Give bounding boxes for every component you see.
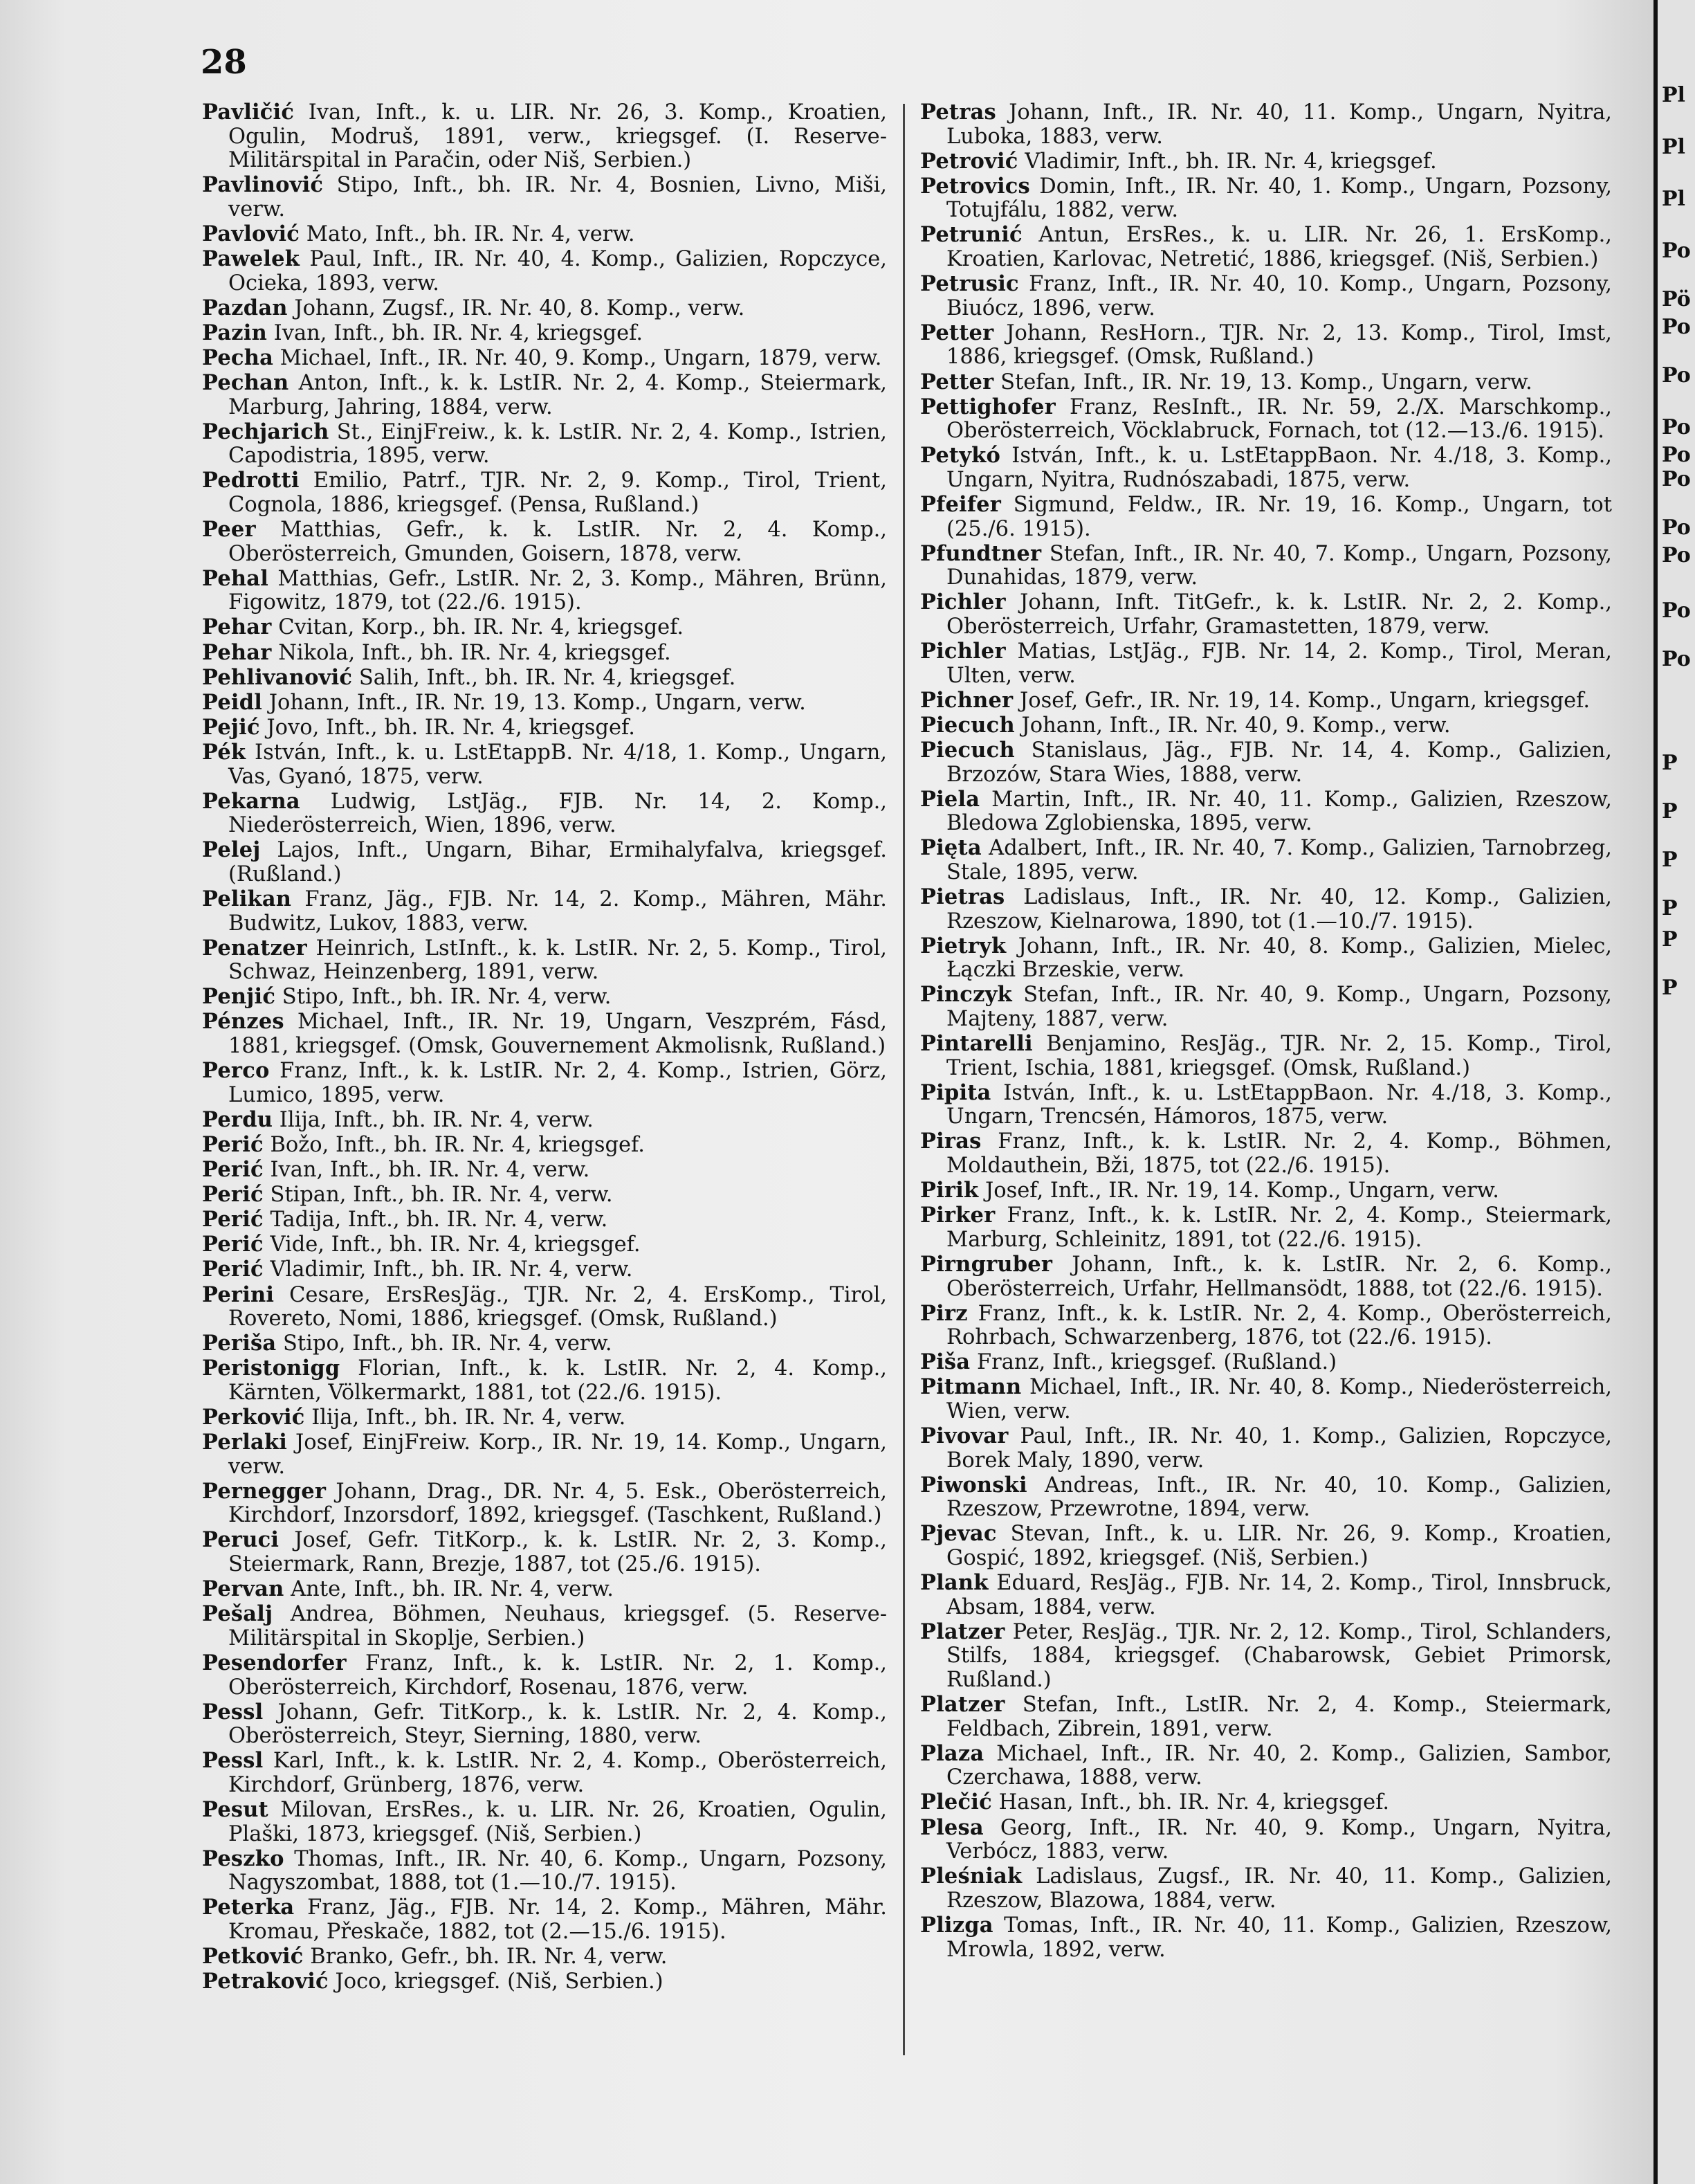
entry-details: Ante, Inft., bh. IR. Nr. 4, verw. xyxy=(291,1577,614,1602)
entry-surname: Pjevac xyxy=(920,1521,997,1547)
entry-details: Lajos, Inft., Ungarn, Bihar, Ermihalyfalva, kriegsgef. (Rußland.) xyxy=(228,838,887,886)
entry-surname: Peristonigg xyxy=(202,1356,340,1381)
entry-details: Josef, EinjFreiw. Korp., IR. Nr. 19, 14. Komp., Ungarn, verw. xyxy=(228,1430,888,1479)
register-entry xyxy=(202,100,887,173)
register-entry xyxy=(202,296,887,321)
next-page-fragment: Pl xyxy=(1662,83,1685,107)
register-entry xyxy=(202,666,887,691)
entry-surname: Piecuch xyxy=(920,737,1015,763)
register-entry xyxy=(202,1577,887,1602)
entry-details: Josef, Gefr. TitKorp., k. k. LstIR. Nr. 2, 3. Komp., Steiermark, Rann, Brezje, 1887, tot (25./6. 1915). xyxy=(228,1528,887,1577)
entry-surname: Pirngruber xyxy=(920,1251,1053,1277)
next-page-fragment: Pl xyxy=(1662,135,1685,159)
entry-surname: Pavlinović xyxy=(202,172,324,198)
next-page-fragment: P xyxy=(1662,799,1678,823)
entry-surname: Piras xyxy=(920,1129,982,1154)
next-page-fragment: P xyxy=(1662,896,1678,920)
entry-details: Johann, Inft., k. k. LstIR. Nr. 2, 6. Komp., Oberösterreich, Urfahr, Hellmansödt, 1888, tot (22./6. 1915). xyxy=(946,1252,1612,1301)
entry-details: Georg, Inft., IR. Nr. 40, 9. Komp., Ungarn, Nyitra, Verbócz, 1883, verw. xyxy=(946,1815,1613,1864)
next-page-fragment: Po xyxy=(1662,239,1691,263)
register-entry xyxy=(920,493,1612,541)
register-entry xyxy=(202,1651,887,1700)
entry-details: Stipo, Inft., bh. IR. Nr. 4, verw. xyxy=(283,1331,612,1356)
entry-details: Sigmund, Feldw., IR. Nr. 19, 16. Komp., Ungarn, tot (25./6. 1915). xyxy=(946,493,1612,541)
register-entry xyxy=(202,1430,887,1479)
entry-surname: Perdu xyxy=(202,1107,273,1132)
entry-surname: Pessl xyxy=(202,1699,264,1725)
next-page-fragment: P xyxy=(1662,848,1678,872)
entry-surname: Piwonski xyxy=(920,1472,1027,1498)
entry-details: Stipan, Inft., bh. IR. Nr. 4, verw. xyxy=(270,1183,613,1208)
register-entry xyxy=(920,590,1612,639)
register-entry xyxy=(202,1257,887,1282)
entry-details: Michael, Inft., IR. Nr. 19, Ungarn, Veszprém, Fásd, 1881, kriegsgef. (Omsk, Gouvernement Akmolisnk, Rußland.) xyxy=(228,1010,887,1059)
entry-surname: Pék xyxy=(202,739,246,765)
register-entry xyxy=(202,936,887,985)
entry-surname: Pfundtner xyxy=(920,540,1042,566)
register-entry xyxy=(920,836,1612,884)
entry-details: Branko, Gefr., bh. IR. Nr. 4, verw. xyxy=(310,1945,668,1969)
entry-details: Ilija, Inft., bh. IR. Nr. 4, verw. xyxy=(311,1405,626,1430)
register-entry xyxy=(920,689,1612,713)
entry-surname: Pénzes xyxy=(202,1009,284,1035)
entry-details: Milovan, ErsRes., k. u. LIR. Nr. 26, Kroatien, Ogulin, Plaški, 1873, kriegsgef. (Niš, Serbien.) xyxy=(228,1797,887,1846)
register-entry xyxy=(202,346,887,371)
entry-details: Josef, Inft., IR. Nr. 19, 14. Komp., Ungarn, verw. xyxy=(985,1179,1499,1203)
entry-surname: Peer xyxy=(202,517,256,543)
entry-surname: Pintarelli xyxy=(920,1031,1033,1057)
entry-surname: Petykó xyxy=(920,443,1001,468)
next-page-fragment: Pö xyxy=(1662,287,1691,311)
register-entry xyxy=(920,542,1612,590)
entry-details: Stanislaus, Jäg., FJB. Nr. 14, 4. Komp., Galizien, Brzozów, Stara Wies, 1888, verw. xyxy=(946,738,1612,787)
register-entry xyxy=(202,1356,887,1405)
entry-surname: Plank xyxy=(920,1570,989,1596)
next-page-fragment: Pl xyxy=(1662,187,1685,211)
entry-surname: Periša xyxy=(202,1331,277,1356)
entry-details: Ladislaus, Zugsf., IR. Nr. 40, 11. Komp., Galizien, Rzeszow, Blazowa, 1884, verw. xyxy=(946,1864,1612,1913)
register-entry xyxy=(920,1742,1612,1790)
entry-details: Karl, Inft., k. k. LstIR. Nr. 2, 4. Komp., Oberösterreich, Kirchdorf, Grünberg, 1876, verw. xyxy=(228,1749,887,1797)
page-number: 28 xyxy=(201,43,247,82)
entry-surname: Pinczyk xyxy=(920,982,1012,1008)
adjacent-page-edge xyxy=(1653,0,1695,2184)
entry-details: Matias, LstJäg., FJB. Nr. 14, 2. Komp., Tirol, Meran, Ulten, verw. xyxy=(946,639,1612,688)
register-entry xyxy=(920,1693,1612,1741)
next-page-fragment: P xyxy=(1662,751,1678,775)
register-entry xyxy=(920,1913,1612,1962)
entry-surname: Perco xyxy=(202,1058,270,1084)
entry-details: Thomas, Inft., IR. Nr. 40, 6. Komp., Ungarn, Pozsony, Nagyszombat, 1888, tot (1.—10./7. 1915). xyxy=(228,1846,887,1895)
entry-surname: Perić xyxy=(202,1232,264,1257)
entry-surname: Pfeifer xyxy=(920,492,1002,517)
entry-surname: Platzer xyxy=(920,1692,1005,1718)
entry-details: István, Inft., k. u. LstEtappBaon. Nr. 4./18, 3. Komp., Ungarn, Trencsén, Hámoros, 1875, verw. xyxy=(946,1080,1612,1129)
entry-surname: Pleśniak xyxy=(920,1864,1023,1889)
entry-surname: Piša xyxy=(920,1349,971,1375)
register-entry xyxy=(202,838,887,886)
entry-surname: Pekarna xyxy=(202,788,300,814)
next-page-fragment: Po xyxy=(1662,599,1691,623)
entry-details: Božo, Inft., bh. IR. Nr. 4, kriegsgef. xyxy=(270,1132,645,1157)
entry-details: Eduard, ResJäg., FJB. Nr. 14, 2. Komp., Tirol, Innsbruck, Absam, 1884, verw. xyxy=(946,1571,1612,1619)
register-entry xyxy=(920,223,1612,271)
register-entry xyxy=(202,1798,887,1846)
entry-details: Nikola, Inft., bh. IR. Nr. 4, kriegsgef. xyxy=(278,640,671,665)
register-entry xyxy=(920,1790,1612,1815)
entry-surname: Pietras xyxy=(920,884,1005,909)
entry-surname: Pichler xyxy=(920,639,1006,664)
register-entry xyxy=(920,1375,1612,1423)
entry-details: Franz, Inft., kriegsgef. (Rußland.) xyxy=(976,1350,1337,1375)
entry-details: Andrea, Böhmen, Neuhaus, kriegsgef. (5. Reserve-Militärspital in Skoplje, Serbien.) xyxy=(228,1602,887,1650)
register-entry xyxy=(920,1571,1612,1619)
next-page-fragment: Po xyxy=(1662,415,1691,439)
entry-surname: Pervan xyxy=(202,1576,284,1602)
next-page-fragment: Po xyxy=(1662,363,1691,388)
register-entry xyxy=(202,173,887,221)
entry-details: Stefan, Inft., IR. Nr. 40, 7. Komp., Ungarn, Pozsony, Dunahidas, 1879, verw. xyxy=(946,541,1612,590)
entry-surname: Plizga xyxy=(920,1912,993,1938)
register-entry xyxy=(920,788,1612,836)
entry-details: Ivan, Inft., bh. IR. Nr. 4, verw. xyxy=(270,1158,590,1183)
entry-details: Franz, Inft., k. k. LstIR. Nr. 2, 4. Komp., Oberösterreich, Rohrbach, Schwarzenberg, 1876, tot (22./6. 1915). xyxy=(946,1301,1613,1350)
entry-details: Johann, Inft. TitGefr., k. k. LstIR. Nr. 2, 2. Komp., Oberösterreich, Urfahr, Gramastetten, 1879, verw. xyxy=(946,590,1612,639)
entry-surname: Pechjarich xyxy=(202,419,329,444)
register-entry xyxy=(920,1473,1612,1522)
next-page-fragment: Po xyxy=(1662,443,1691,467)
entry-details: Cesare, ErsResJäg., TJR. Nr. 2, 4. ErsKomp., Tirol, Rovereto, Nomi, 1886, kriegsgef. (Omsk, Rußland.) xyxy=(228,1282,887,1331)
entry-surname: Plaza xyxy=(920,1740,984,1766)
entry-surname: Perić xyxy=(202,1257,264,1282)
entry-surname: Pipita xyxy=(920,1080,991,1105)
entry-details: Stefan, Inft., IR. Nr. 40, 9. Komp., Ungarn, Pozsony, Majteny, 1887, verw. xyxy=(946,983,1612,1031)
entry-details: Domin, Inft., IR. Nr. 40, 1. Komp., Ungarn, Pozsony, Totujfálu, 1882, verw. xyxy=(946,174,1612,223)
entry-surname: Pehal xyxy=(202,565,269,591)
register-entry xyxy=(202,1059,887,1107)
register-entry xyxy=(920,321,1612,370)
register-entry xyxy=(202,985,887,1010)
entry-surname: Pelikan xyxy=(202,886,292,911)
entry-details: St., EinjFreiw., k. k. LstIR. Nr. 2, 4. Komp., Istrien, Capodistria, 1895, verw. xyxy=(228,419,887,468)
register-entry xyxy=(920,1302,1612,1350)
entry-surname: Pirik xyxy=(920,1178,979,1203)
register-entry xyxy=(202,1480,887,1528)
entry-details: Johann, Drag., DR. Nr. 4, 5. Esk., Oberösterreich, Kirchdorf, Inzorsdorf, 1892, kriegsgef. (Taschkent, Rußland.) xyxy=(228,1479,887,1528)
entry-details: Johann, ResHorn., TJR. Nr. 2, 13. Komp., Tirol, Imst, 1886, kriegsgef. (Omsk, Rußland.) xyxy=(946,320,1613,370)
register-entry xyxy=(920,149,1612,174)
entry-details: Franz, Jäg., FJB. Nr. 14, 2. Komp., Mähren, Mähr. Kromau, Přeskače, 1882, tot (2.—15./6. 1915). xyxy=(228,1895,888,1944)
entry-surname: Perković xyxy=(202,1404,305,1430)
entry-details: Emilio, Patrf., TJR. Nr. 2, 9. Komp., Tirol, Trient, Cognola, 1886, kriegsgef. (Pensa, Rußland.) xyxy=(228,468,887,517)
register-entry xyxy=(920,395,1612,444)
entry-surname: Plesa xyxy=(920,1814,984,1840)
entry-surname: Pięta xyxy=(920,835,982,861)
register-entry xyxy=(202,1183,887,1208)
entry-surname: Plečić xyxy=(920,1790,992,1815)
entry-surname: Pitmann xyxy=(920,1374,1022,1400)
register-entry xyxy=(202,1969,887,1994)
entry-details: Franz, Inft., k. k. LstIR. Nr. 2, 1. Komp., Oberösterreich, Kirchdorf, Rosenau, 1876, verw. xyxy=(228,1650,887,1700)
entry-surname: Pešalj xyxy=(202,1601,273,1627)
register-entry xyxy=(920,738,1612,787)
register-entry xyxy=(920,885,1612,934)
entry-details: Florian, Inft., k. k. LstIR. Nr. 2, 4. Komp., Kärnten, Völkermarkt, 1881, tot (22./6. 1915). xyxy=(228,1356,887,1405)
entry-details: Anton, Inft., k. k. LstIR. Nr. 2, 4. Komp., Steiermark, Marburg, Jahring, 1884, verw. xyxy=(228,371,887,419)
register-entry xyxy=(202,1208,887,1232)
entry-surname: Pecha xyxy=(202,345,274,370)
entry-details: Tadija, Inft., bh. IR. Nr. 4, verw. xyxy=(270,1208,608,1232)
entry-details: Matthias, Gefr., LstIR. Nr. 2, 3. Komp., Mähren, Brünn, Figowitz, 1879, tot (22./6. 1915). xyxy=(228,566,887,615)
register-entry xyxy=(202,1602,887,1650)
entry-surname: Pedrotti xyxy=(202,468,300,493)
entry-surname: Pazdan xyxy=(202,295,288,320)
entry-details: Vide, Inft., bh. IR. Nr. 4, kriegsgef. xyxy=(270,1232,641,1257)
register-entry xyxy=(202,1108,887,1133)
entry-details: Ivan, Inft., bh. IR. Nr. 4, kriegsgef. xyxy=(273,320,643,345)
entry-details: Ivan, Inft., k. u. LIR. Nr. 26, 3. Komp., Kroatien, Ogulin, Modruš, 1891, verw., kriegsgef. (I. Reserve-Militärspital in Paračin, oder Niš, Serbien.) xyxy=(228,100,887,173)
entry-details: Stevan, Inft., k. u. LIR. Nr. 26, 9. Komp., Kroatien, Gospić, 1892, kriegsgef. (Niš, Serbien.) xyxy=(946,1522,1612,1571)
entry-details: Joco, kriegsgef. (Niš, Serbien.) xyxy=(335,1969,663,1994)
entry-details: Johann, Inft., IR. Nr. 40, 11. Komp., Ungarn, Nyitra, Luboka, 1883, verw. xyxy=(946,100,1612,149)
entry-surname: Pettighofer xyxy=(920,394,1056,419)
entry-details: Benjamino, ResJäg., TJR. Nr. 2, 15. Komp., Tirol, Trient, Ischia, 1881, kriegsgef. (Omsk, Rußland.) xyxy=(946,1032,1612,1080)
entry-details: Heinrich, LstInft., k. k. LstIR. Nr. 2, 5. Komp., Tirol, Schwaz, Heinzenberg, 1891, verw. xyxy=(228,936,887,985)
entry-surname: Pehar xyxy=(202,615,272,640)
register-entry xyxy=(202,518,887,566)
entry-details: Vladimir, Inft., bh. IR. Nr. 4, kriegsgef. xyxy=(1025,149,1437,174)
register-entry xyxy=(920,1032,1612,1080)
entry-surname: Pichler xyxy=(920,590,1006,615)
column-divider xyxy=(903,104,905,2055)
entry-surname: Penatzer xyxy=(202,935,307,961)
register-entry xyxy=(202,468,887,517)
entry-surname: Pivovar xyxy=(920,1423,1009,1449)
register-entry xyxy=(202,1405,887,1430)
register-entry xyxy=(202,222,887,247)
entry-surname: Petrovics xyxy=(920,173,1030,199)
entry-surname: Pietryk xyxy=(920,933,1007,958)
entry-surname: Perić xyxy=(202,1157,264,1183)
entry-details: Michael, Inft., IR. Nr. 40, 9. Komp., Ungarn, 1879, verw. xyxy=(280,345,882,370)
entry-surname: Pesendorfer xyxy=(202,1650,347,1675)
entry-surname: Pelej xyxy=(202,837,261,863)
entry-surname: Peszko xyxy=(202,1846,284,1871)
entry-details: Franz, Inft., IR. Nr. 40, 10. Komp., Ungarn, Pozsony, Biuócz, 1896, verw. xyxy=(946,272,1612,320)
entry-surname: Pichner xyxy=(920,687,1014,713)
entry-surname: Petković xyxy=(202,1944,304,1969)
register-entry xyxy=(202,420,887,468)
register-entry xyxy=(202,567,887,615)
register-entry xyxy=(202,1895,887,1944)
entry-details: Stefan, Inft., IR. Nr. 19, 13. Komp., Ungarn, verw. xyxy=(1000,370,1532,394)
register-entry xyxy=(920,639,1612,688)
entry-details: Franz, Inft., k. k. LstIR. Nr. 2, 4. Komp., Steiermark, Marburg, Schleinitz, 1891, tot (22./6. 1915). xyxy=(946,1203,1612,1252)
entry-details: Johann, Inft., IR. Nr. 40, 9. Komp., verw. xyxy=(1021,713,1451,738)
next-page-fragment: P xyxy=(1662,976,1678,1000)
register-entry xyxy=(202,1133,887,1158)
entry-details: Johann, Inft., IR. Nr. 40, 8. Komp., Galizien, Mielec, Łączki Brzeskie, verw. xyxy=(946,934,1612,983)
register-entry xyxy=(920,174,1612,223)
entry-surname: Petrusic xyxy=(920,271,1019,297)
next-page-fragment: Po xyxy=(1662,647,1691,671)
next-page-fragment: Po xyxy=(1662,543,1691,567)
entry-details: Matthias, Gefr., k. k. LstIR. Nr. 2, 4. Komp., Oberösterreich, Gmunden, Goisern, 1878, verw. xyxy=(228,518,887,566)
register-entry xyxy=(202,371,887,419)
entry-details: Salih, Inft., bh. IR. Nr. 4, kriegsgef. xyxy=(358,665,736,690)
entry-surname: Pessl xyxy=(202,1748,264,1774)
register-entry xyxy=(202,887,887,936)
register-entry xyxy=(202,790,887,838)
entry-details: Martin, Inft., IR. Nr. 40, 11. Komp., Galizien, Rzeszow, Bledowa Zglobienska, 1895, verw. xyxy=(946,787,1612,836)
entry-details: Franz, Inft., k. k. LstIR. Nr. 2, 4. Komp., Böhmen, Moldauthein, Bži, 1875, tot (22./6. 1915). xyxy=(946,1129,1612,1179)
register-entry xyxy=(920,444,1612,492)
entry-details: Ludwig, LstJäg., FJB. Nr. 14, 2. Komp., Niederösterreich, Wien, 1896, verw. xyxy=(228,789,887,838)
entry-surname: Pejić xyxy=(202,714,260,740)
entry-surname: Peterka xyxy=(202,1895,295,1920)
entry-surname: Piela xyxy=(920,786,980,812)
entry-details: Franz, Jäg., FJB. Nr. 14, 2. Komp., Mähren, Mähr. Budwitz, Lukov, 1883, verw. xyxy=(228,887,888,936)
entry-details: Stipo, Inft., bh. IR. Nr. 4, verw. xyxy=(282,985,612,1010)
entry-surname: Pavlović xyxy=(202,221,300,246)
entry-details: Ilija, Inft., bh. IR. Nr. 4, verw. xyxy=(279,1107,594,1132)
register-entry xyxy=(920,934,1612,983)
register-entry xyxy=(920,370,1612,395)
register-entry xyxy=(202,1283,887,1331)
register-entry xyxy=(920,1179,1612,1203)
register-entry xyxy=(920,1522,1612,1570)
entry-details: Tomas, Inft., IR. Nr. 40, 11. Komp., Galizien, Rzeszow, Mrowla, 1892, verw. xyxy=(946,1913,1612,1962)
register-entry xyxy=(202,1847,887,1895)
register-entry xyxy=(920,1129,1612,1178)
entry-details: Franz, ResInft., IR. Nr. 59, 2./X. Marschkomp., Oberösterreich, Vöcklabruck, Fornach, tot (12.—13./6. 1915). xyxy=(946,394,1612,444)
register-entry xyxy=(202,1528,887,1576)
register-entry xyxy=(202,1700,887,1749)
entry-details: Adalbert, Inft., IR. Nr. 40, 7. Komp., Galizien, Tarnobrzeg, Stale, 1895, verw. xyxy=(946,836,1612,884)
entry-surname: Pavličić xyxy=(202,100,295,125)
entry-details: Josef, Gefr., IR. Nr. 19, 14. Komp., Ungarn, kriegsgef. xyxy=(1020,688,1591,713)
register-entry xyxy=(202,321,887,346)
register-entry xyxy=(920,1253,1612,1301)
register-entry xyxy=(202,1945,887,1969)
entry-details: Ladislaus, Inft., IR. Nr. 40, 12. Komp., Galizien, Rzeszow, Kielnarowa, 1890, tot (1.—10./7. 1915). xyxy=(946,885,1612,934)
register-entry xyxy=(920,100,1612,149)
entry-surname: Peruci xyxy=(202,1527,280,1553)
register-entry xyxy=(202,716,887,740)
register-entry xyxy=(920,1864,1612,1913)
entry-surname: Petras xyxy=(920,100,996,125)
entry-details: Michael, Inft., IR. Nr. 40, 2. Komp., Galizien, Sambor, Czerchawa, 1888, verw. xyxy=(946,1741,1612,1790)
entry-surname: Petrunić xyxy=(920,222,1023,248)
register-entry xyxy=(202,615,887,640)
next-page-fragment: Po xyxy=(1662,467,1691,491)
entry-details: Mato, Inft., bh. IR. Nr. 4, verw. xyxy=(306,221,635,246)
entry-details: Paul, Inft., IR. Nr. 40, 4. Komp., Galizien, Ropczyce, Ocieka, 1893, verw. xyxy=(228,247,887,295)
register-entry xyxy=(202,740,887,789)
register-entry xyxy=(202,1010,887,1058)
entry-details: Vladimir, Inft., bh. IR. Nr. 4, verw. xyxy=(270,1257,633,1282)
entry-surname: Pernegger xyxy=(202,1478,327,1504)
entry-details: Andreas, Inft., IR. Nr. 40, 10. Komp., Galizien, Rzeszow, Przewrotne, 1894, verw. xyxy=(946,1473,1612,1522)
entry-details: Peter, ResJäg., TJR. Nr. 2, 12. Komp., Tirol, Schlanders, Stilfs, 1884, kriegsgef. (Chabarowsk, Gebiet Primorsk, Rußland.) xyxy=(946,1619,1612,1692)
entry-surname: Piecuch xyxy=(920,712,1015,738)
entry-surname: Perić xyxy=(202,1131,264,1157)
entry-details: Franz, Inft., k. k. LstIR. Nr. 2, 4. Komp., Istrien, Görz, Lumico, 1895, verw. xyxy=(228,1059,887,1107)
entry-surname: Pazin xyxy=(202,320,267,345)
entry-details: Antun, ErsRes., k. u. LIR. Nr. 26, 1. ErsKomp., Kroatien, Karlovac, Netretić, 1886, kriegsgef. (Niš, Serbien.) xyxy=(946,223,1612,272)
entry-surname: Pechan xyxy=(202,370,289,396)
entry-surname: Perić xyxy=(202,1207,264,1232)
register-entry xyxy=(202,641,887,666)
entry-surname: Pirz xyxy=(920,1300,968,1326)
entry-surname: Petraković xyxy=(202,1969,329,1994)
register-entry xyxy=(920,983,1612,1031)
register-entry xyxy=(920,1816,1612,1864)
entry-surname: Petter xyxy=(920,369,994,394)
entry-details: Jovo, Inft., bh. IR. Nr. 4, kriegsgef. xyxy=(266,715,635,740)
entry-details: Paul, Inft., IR. Nr. 40, 1. Komp., Galizien, Ropczyce, Borek Maly, 1890, verw. xyxy=(946,1424,1612,1473)
register-entry xyxy=(202,1232,887,1257)
register-entry xyxy=(920,272,1612,320)
entry-details: Stipo, Inft., bh. IR. Nr. 4, Bosnien, Livno, Miši, verw. xyxy=(228,173,887,221)
entry-surname: Platzer xyxy=(920,1619,1005,1644)
register-entry xyxy=(202,691,887,716)
entry-surname: Perini xyxy=(202,1282,275,1307)
right-column xyxy=(920,100,1612,1963)
entry-details: Michael, Inft., IR. Nr. 40, 8. Komp., Niederösterreich, Wien, verw. xyxy=(946,1375,1612,1423)
register-entry xyxy=(202,1749,887,1797)
register-entry xyxy=(920,1350,1612,1375)
entry-details: István, Inft., k. u. LstEtappB. Nr. 4/18, 1. Komp., Ungarn, Vas, Gyanó, 1875, verw. xyxy=(228,740,887,789)
entry-surname: Penjić xyxy=(202,984,276,1010)
register-entry xyxy=(920,713,1612,738)
register-entry xyxy=(202,1158,887,1183)
entry-details: Stefan, Inft., LstIR. Nr. 2, 4. Komp., Steiermark, Feldbach, Zibrein, 1891, verw. xyxy=(946,1693,1612,1741)
next-page-fragment: Po xyxy=(1662,516,1691,540)
entry-surname: Pesut xyxy=(202,1796,268,1822)
register-entry xyxy=(920,1081,1612,1129)
left-column xyxy=(202,100,887,1994)
entry-surname: Pehlivanović xyxy=(202,664,353,690)
entry-surname: Pehar xyxy=(202,639,272,665)
entry-surname: Pirker xyxy=(920,1203,996,1228)
entry-surname: Petrović xyxy=(920,148,1018,174)
register-entry xyxy=(202,247,887,295)
entry-surname: Peidl xyxy=(202,689,263,715)
register-entry xyxy=(920,1620,1612,1693)
entry-details: István, Inft., k. u. LstEtappBaon. Nr. 4./18, 3. Komp., Ungarn, Nyitra, Rudnószabadi, 1875, verw. xyxy=(946,444,1612,492)
entry-details: Hasan, Inft., bh. IR. Nr. 4, kriegsgef. xyxy=(998,1790,1390,1815)
entry-details: Cvitan, Korp., bh. IR. Nr. 4, kriegsgef. xyxy=(278,615,684,640)
entry-surname: Perić xyxy=(202,1182,264,1208)
entry-surname: Perlaki xyxy=(202,1430,288,1455)
next-page-fragment: Po xyxy=(1662,315,1691,339)
register-entry xyxy=(920,1424,1612,1473)
register-entry xyxy=(920,1203,1612,1252)
entry-details: Johann, Gefr. TitKorp., k. k. LstIR. Nr. 2, 4. Komp., Oberösterreich, Steyr, Sierning, 1880, verw. xyxy=(228,1700,887,1749)
entry-details: Johann, Inft., IR. Nr. 19, 13. Komp., Ungarn, verw. xyxy=(268,690,806,715)
entry-details: Johann, Zugsf., IR. Nr. 40, 8. Komp., verw. xyxy=(294,295,745,320)
entry-surname: Pawelek xyxy=(202,246,300,272)
next-page-fragment: P xyxy=(1662,927,1678,952)
entry-surname: Petter xyxy=(920,320,994,345)
register-entry xyxy=(202,1331,887,1356)
